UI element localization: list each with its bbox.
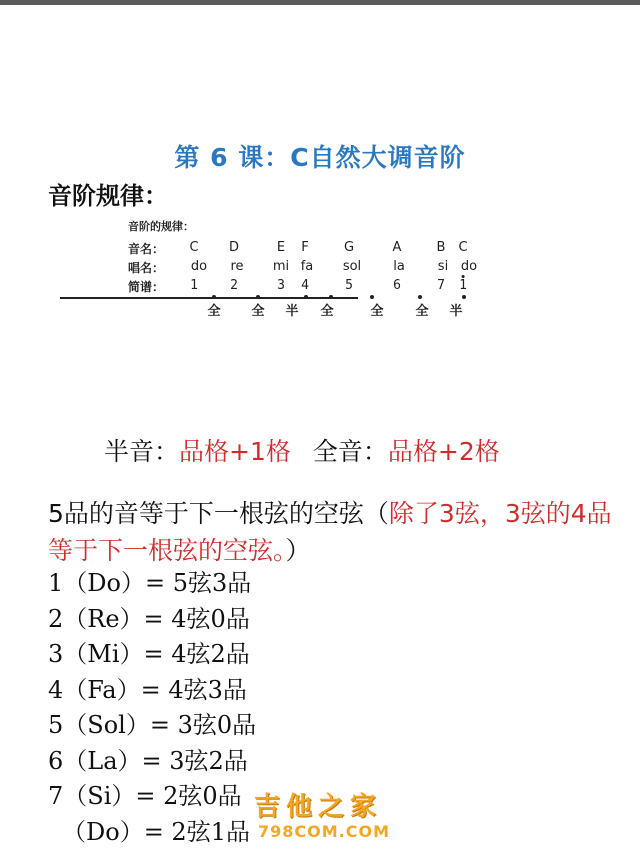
note-position-item: 6（La）= 3弦2品	[48, 746, 248, 775]
solfege-syllable: mi	[272, 259, 290, 274]
top-status-bar	[0, 0, 640, 5]
wholetone-label: 全音：	[312, 437, 388, 466]
number-note: 5	[345, 278, 353, 293]
row-label-numbers: 简谱：	[128, 280, 165, 294]
interval-axis	[60, 297, 358, 299]
semitone-value: 品格+1格	[179, 437, 291, 466]
solfege-syllable: si	[437, 259, 449, 274]
number-note: 2	[230, 278, 238, 293]
note-names-row	[128, 240, 488, 258]
interval-label: 全	[370, 304, 384, 319]
scale-caption: 音阶的规律：	[128, 220, 194, 233]
semitone-label: 半音：	[104, 437, 180, 466]
site-watermark	[254, 786, 404, 846]
number-note: 1	[190, 278, 198, 293]
number-note: 6	[393, 278, 401, 293]
note-name: B	[436, 240, 446, 255]
interval-label: 全	[251, 304, 265, 319]
axis-tick	[212, 295, 216, 299]
note-name: A	[392, 240, 402, 255]
number-note: 4	[301, 278, 309, 293]
fret-rule-paragraph	[48, 495, 628, 569]
fret-rule-close: ）	[285, 536, 311, 565]
fret-rule-exception: 除了3弦，3弦的4品等于下一根弦的空弦。	[48, 499, 612, 565]
interval-label: 半	[449, 304, 463, 319]
solfege-syllable: do	[460, 259, 478, 274]
watermark-site: 798COM.COM	[258, 822, 391, 841]
axis-tick	[329, 295, 333, 299]
solfege-row	[128, 259, 488, 277]
note-position-item: 4（Fa）= 4弦3品	[48, 675, 247, 704]
interval-label: 全	[415, 304, 429, 319]
note-position-item: 7（Si）= 2弦0品	[48, 782, 242, 810]
axis-tick	[418, 295, 422, 299]
number-note: 3	[277, 278, 285, 293]
numbers-row	[128, 278, 488, 296]
watermark-brand: 吉他之家	[254, 792, 383, 822]
note-position-item: 3（Mi）= 4弦2品	[48, 640, 250, 668]
note-position-item: 2（Re）= 4弦0品	[48, 604, 250, 633]
interval-label: 全	[207, 304, 221, 319]
axis-tick	[304, 295, 308, 299]
octave-dot	[461, 275, 464, 278]
note-name: E	[276, 240, 286, 255]
note-position-item: （Do）= 2弦1品	[62, 817, 250, 846]
lesson-title: 第 6 课：C自然大调音阶	[174, 143, 466, 172]
number-note-high	[459, 278, 467, 293]
solfege-syllable: re	[230, 259, 244, 274]
wholetone-value: 品格+2格	[387, 437, 500, 466]
note-positions-list	[48, 566, 256, 850]
row-label-solfege: 唱名：	[128, 261, 165, 275]
axis-tick	[256, 295, 260, 299]
solfege-syllable: fa	[300, 259, 314, 274]
note-position-item: 5（Sol）= 3弦0品	[48, 711, 257, 739]
solfege-syllable: la	[393, 259, 405, 274]
row-label-names: 音名：	[128, 242, 165, 256]
interval-label: 全	[320, 304, 334, 319]
semitone-wholetone-rule	[104, 432, 500, 468]
axis-tick	[462, 295, 466, 299]
solfege-syllable: do	[190, 259, 208, 274]
fret-rule-text: 5品的音等于下一根弦的空弦（	[48, 499, 389, 528]
number-note-high-digit: 1	[459, 278, 467, 293]
note-position-item: 1（Do）= 5弦3品	[48, 569, 252, 597]
note-name: C	[189, 240, 199, 255]
scale-diagram	[128, 218, 488, 328]
solfege-syllable: sol	[342, 259, 362, 274]
interval-label: 半	[285, 304, 299, 319]
axis-tick	[370, 295, 374, 299]
section-heading: 音阶规律：	[48, 182, 168, 210]
note-name: F	[301, 240, 309, 255]
note-name: C	[458, 240, 468, 255]
number-note: 7	[437, 278, 445, 293]
note-name: G	[343, 240, 355, 255]
note-name: D	[228, 240, 240, 255]
